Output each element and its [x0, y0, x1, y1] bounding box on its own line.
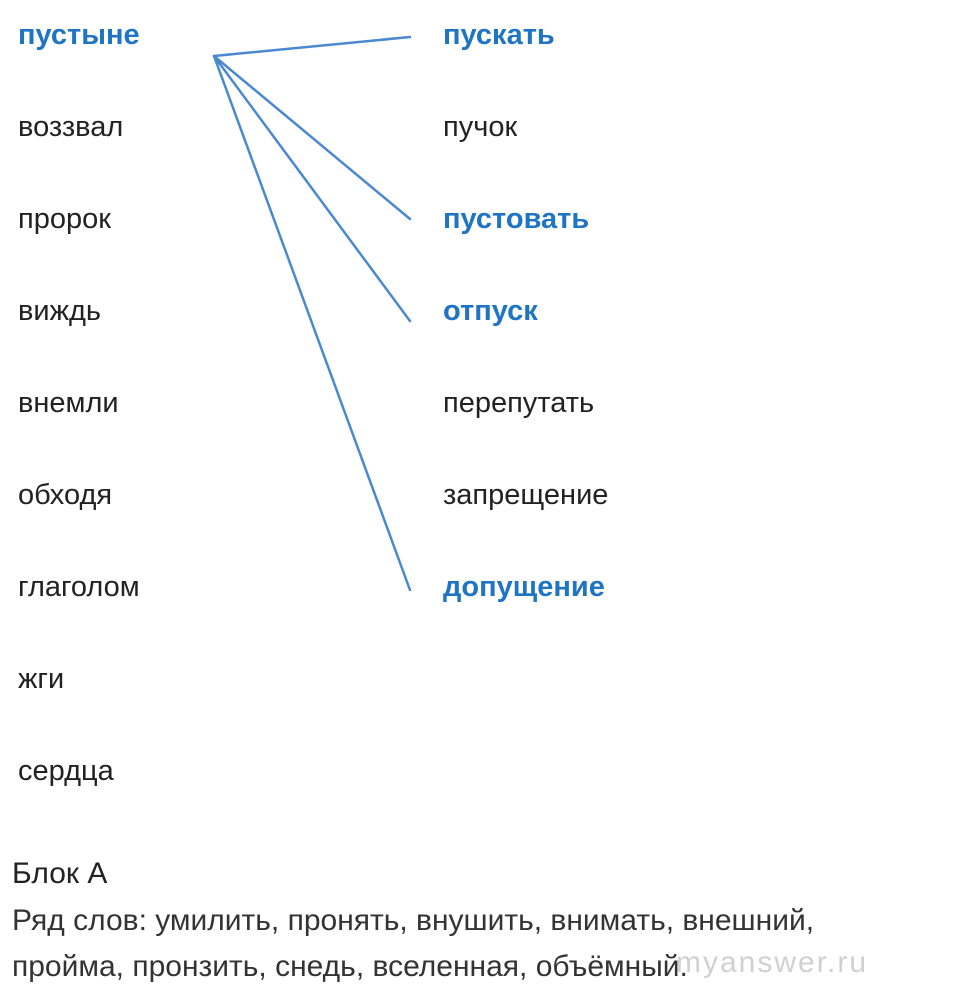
left-word-serdtsa: сердца	[18, 755, 114, 787]
right-word-pereputat: перепутать	[443, 387, 595, 419]
right-word-pustovat: пустовать	[443, 203, 590, 235]
left-word-vizhd: виждь	[18, 295, 102, 327]
left-word-zhgi: жги	[18, 663, 65, 695]
connection-line	[214, 56, 410, 321]
right-word-puchok: пучок	[443, 111, 518, 143]
right-word-otpusk: отпуск	[443, 295, 538, 327]
left-word-vnemli: внемли	[18, 387, 119, 419]
block-text-line-2: пройма, пронзить, снедь, вселенная, объёмный.	[12, 950, 688, 983]
watermark: myanswer.ru	[676, 946, 869, 979]
right-word-zapreshchenie: запрещение	[443, 479, 609, 511]
right-word-puskat: пускать	[443, 19, 555, 51]
left-word-obkhodya: обходя	[18, 479, 113, 511]
connection-line	[214, 56, 410, 219]
left-word-pustyne: пустыне	[18, 19, 140, 51]
block-text-line-1: Ряд слов: умилить, пронять, внушить, внимать, внешний,	[12, 904, 815, 937]
right-word-dopushchenie: допущение	[443, 571, 605, 603]
left-word-prorok: пророк	[18, 203, 111, 235]
left-word-vozzval: воззвал	[18, 111, 124, 143]
block-title: Блок А	[12, 857, 108, 890]
left-word-glagolom: глаголом	[18, 571, 140, 603]
connection-line	[214, 56, 410, 590]
connection-line	[214, 37, 410, 56]
